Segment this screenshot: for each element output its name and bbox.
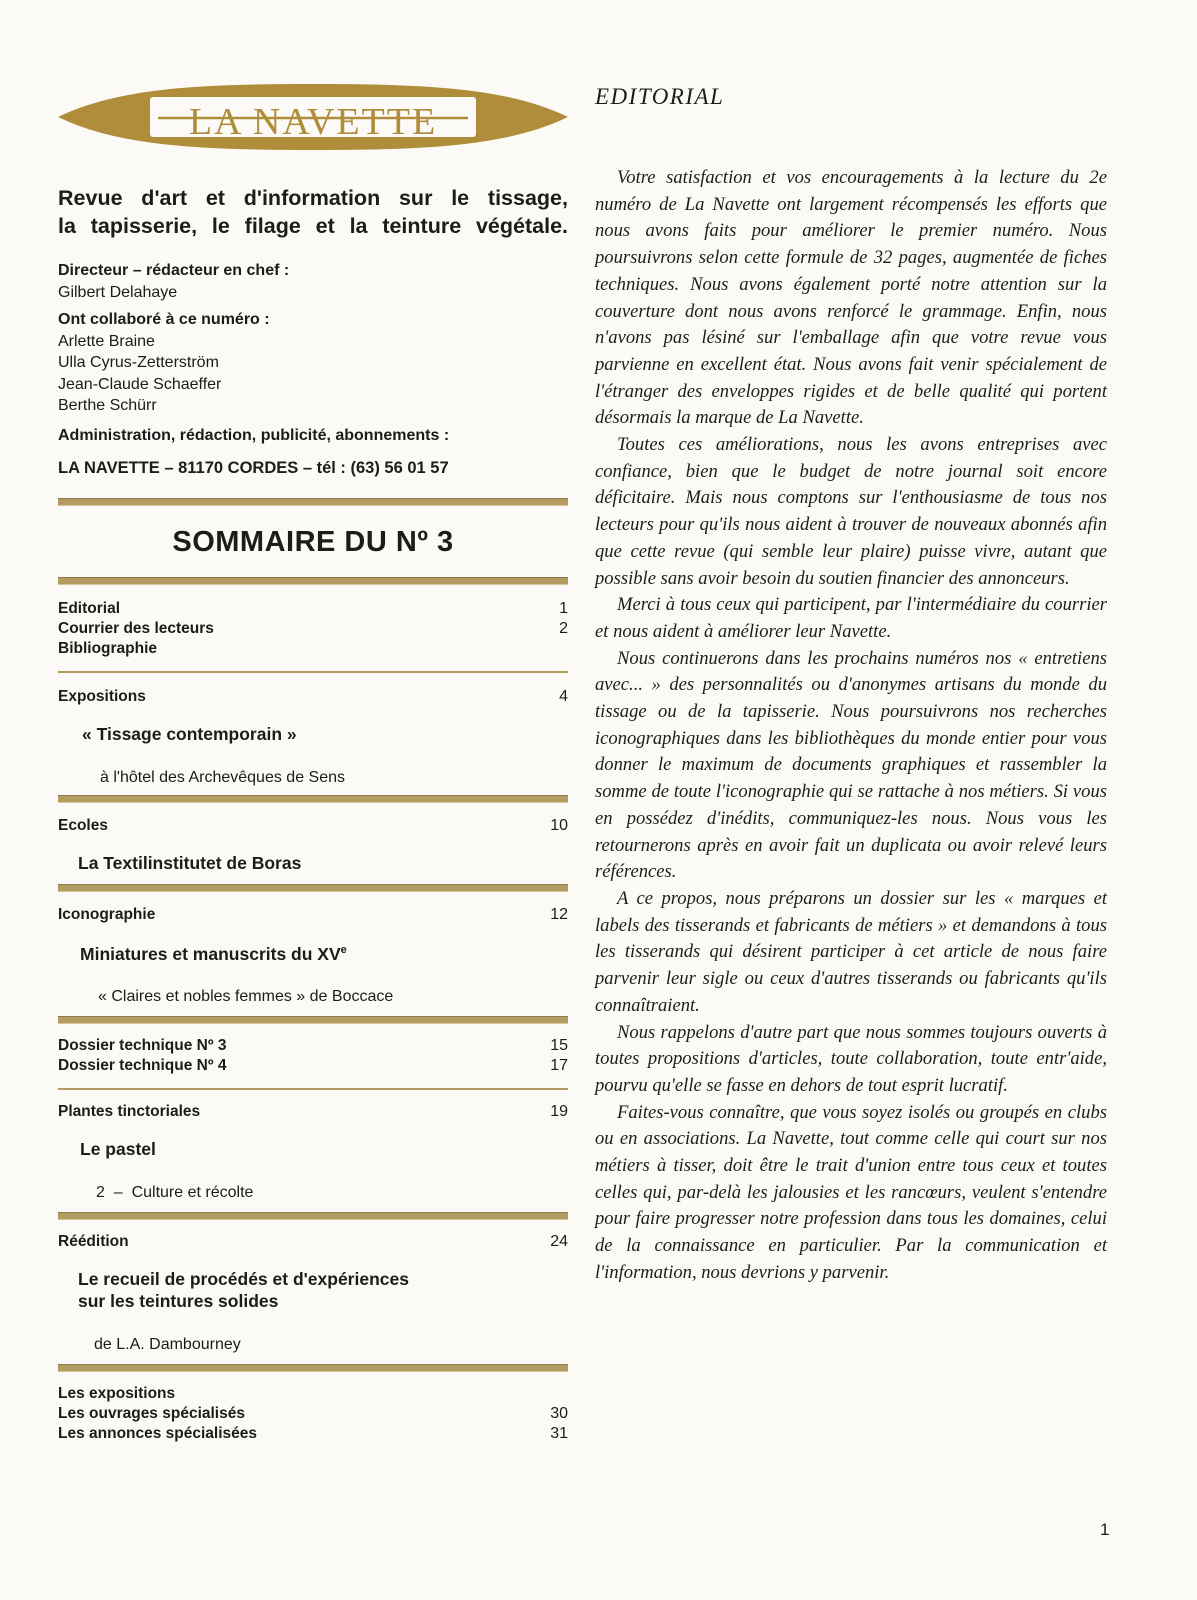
toc-article-title: Le recueil de procédés et d'expériences [78, 1269, 409, 1290]
toc-ecoles [58, 816, 568, 874]
divider [58, 1364, 568, 1372]
toc-entry: Editorial 1 [58, 599, 568, 617]
contributor-name: Ulla Cyrus-Zetterström [58, 354, 219, 371]
masthead-logo [58, 78, 568, 156]
toc-entry: Iconographie 12 [58, 905, 568, 923]
contributor-name: Berthe Schürr [58, 397, 157, 414]
toc-reedition [58, 1232, 568, 1356]
toc-entry: Réédition 24 [58, 1233, 568, 1251]
toc-entry: Dossier technique Nº 4 17 [58, 1057, 568, 1075]
toc-entry: Les annonces spécialisées 31 [58, 1425, 568, 1443]
divider [58, 577, 568, 585]
toc-article-title: Le pastel [80, 1139, 156, 1160]
toc-entry: Expositions 4 [58, 687, 568, 705]
toc-closing [58, 1384, 568, 1444]
toc-expositions [58, 687, 568, 789]
editorial-paragraph: Faites-vous connaître, que vous soyez isolés ou groupés en clubs ou en associations. La Navette, tout comme celle qui court sur nos métiers à tisser, doit être le trait d'union entre tous ceux et toutes celles qui, par-delà les jalousies et les rancœurs, veulent s'entendre pour faire progresser notre profession dans tous les domaines, celui de la connaissance en particulier. Par la communication et l'information, nous devrions y parvenir. [595, 1101, 1107, 1283]
divider [58, 1212, 568, 1220]
divider [58, 1088, 568, 1090]
toc-entry: Dossier technique Nº 3 15 [58, 1037, 568, 1055]
toc-entry: Ecoles 10 [58, 816, 568, 834]
contributor-name: Jean-Claude Schaeffer [58, 375, 222, 393]
address: LA NAVETTE – 81170 CORDES – tél : (63) 56 01 57 [58, 459, 449, 477]
editorial-paragraph: Votre satisfaction et vos encouragements à la lecture du 2e numéro de La Navette ont largement récompensés les efforts que nous avons faits pour améliorer le premier numéro. Nous poursuivrons selon cette formule de 32 pages, augmentée de fiches techniques. Nous avons également porté notre attention sur la couverture dont nous avons renforcé le grammage. Enfin, nous n'avons pas lésiné sur l'emballage afin que votre revue vous parvienne en excellent état. Nous avons fait venir spécialement de l'étranger des enveloppes rigides et de belle qualité qui portent désormais la marque de La Navette. [595, 167, 1107, 429]
toc-article-title: La Textilinstitutet de Boras [78, 852, 302, 873]
divider [58, 1016, 568, 1024]
tagline-line: Revue d'art et d'information sur le tissage, [58, 186, 568, 210]
toc-entry: Les ouvrages spécialisés 30 [58, 1405, 568, 1423]
editorial-paragraph: Nous rappelons d'autre part que nous sommes toujours ouverts à toutes propositions d'articles, toute collaboration, toute entr'aide, pourvu qu'elle se fasse en dehors de tout esprit lucratif. [595, 1021, 1107, 1096]
toc-entry: Bibliographie [58, 639, 158, 657]
toc-article-title: Miniatures et manuscrits du XVe [80, 943, 347, 964]
toc-article-sub: 2 – Culture et récolte [96, 1184, 254, 1202]
toc-plantes [58, 1102, 568, 1204]
director-label: Directeur – rédacteur en chef : [58, 262, 290, 279]
page-number: 1 [1100, 1520, 1110, 1539]
editorial-paragraph: Merci à tous ceux qui participent, par l'intermédiaire du courrier et nous aident à améliorer leur Navette. [595, 594, 1107, 642]
editorial-paragraph: Toutes ces améliorations, nous les avons entreprises avec confiance, bien que le budget de notre journal soit encore déficitaire. Mais nous comptons sur l'enthousiasme de tous nos lecteurs pour qu'ils nous aident à trouver de nouveaux abonnés afin que cette revue (qui semble leur plaire) puisse vivre, autant que possible sans avoir besoin du soutien financier des annonceurs. [595, 434, 1107, 589]
director-name: Gilbert Delahaye [58, 283, 178, 301]
toc-iconographie [58, 905, 568, 1009]
toc-article-sub: à l'hôtel des Archevêques de Sens [100, 768, 345, 786]
toc-entry: Plantes tinctoriales 19 [58, 1103, 568, 1121]
toc-intro [58, 599, 568, 659]
divider [58, 884, 568, 892]
left-column [58, 78, 568, 1444]
sommaire-title: SOMMAIRE DU Nº 3 [172, 525, 454, 558]
editorial-column [595, 78, 1107, 1287]
tagline [58, 184, 568, 240]
tagline-line: la tapisserie, le filage et la teinture végétale. [58, 214, 568, 238]
toc-article-title: « Tissage contemporain » [82, 723, 297, 744]
credits-block [58, 260, 568, 480]
contributors-label: Ont collaboré à ce numéro : [58, 311, 270, 328]
toc-article-sub: « Claires et nobles femmes » de Boccace [98, 988, 394, 1006]
editorial-paragraph: Nous continuerons dans les prochains numéros nos « entretiens avec... » des personnalités ou d'anonymes artisans du monde du tissage ou de la tapisserie. Nous poursuivrons nos recherches iconographiques dans les bibliothèques du monde entier pour vous donner le maximum de documents graphiques et rassembler la somme de toute l'iconographie qui se rattache à nos métiers. Si vous en possédez d'inédits, communiquez-les nous. Nous vous les retournerons après en avoir fait un duplicata ou avoir relevé leurs références. [595, 647, 1107, 883]
toc-entry: Les expositions [58, 1385, 176, 1403]
editorial-paragraph: A ce propos, nous préparons un dossier sur les « marques et labels des tisserands et fabricants de métiers » et demandons à tous les tisserands qui désirent participer à cet article de nous faire parvenir leur sigle ou ceux d'autres tisserands ou fabricants qu'ils connaîtraient. [595, 887, 1107, 1016]
toc-article-sub: de L.A. Dambourney [94, 1336, 241, 1354]
divider [58, 671, 568, 673]
masthead-title: LA NAVETTE [188, 101, 438, 143]
divider [58, 498, 568, 506]
toc-dossiers [58, 1036, 568, 1076]
toc-entry: Courrier des lecteurs 2 [58, 619, 568, 637]
contributor-name: Arlette Braine [58, 332, 155, 350]
editorial-body [595, 165, 1107, 1287]
admin-label: Administration, rédaction, publicité, abonnements : [58, 426, 450, 444]
editorial-heading: EDITORIAL [595, 84, 725, 109]
toc-article-title: sur les teintures solides [78, 1291, 279, 1312]
divider [58, 795, 568, 803]
